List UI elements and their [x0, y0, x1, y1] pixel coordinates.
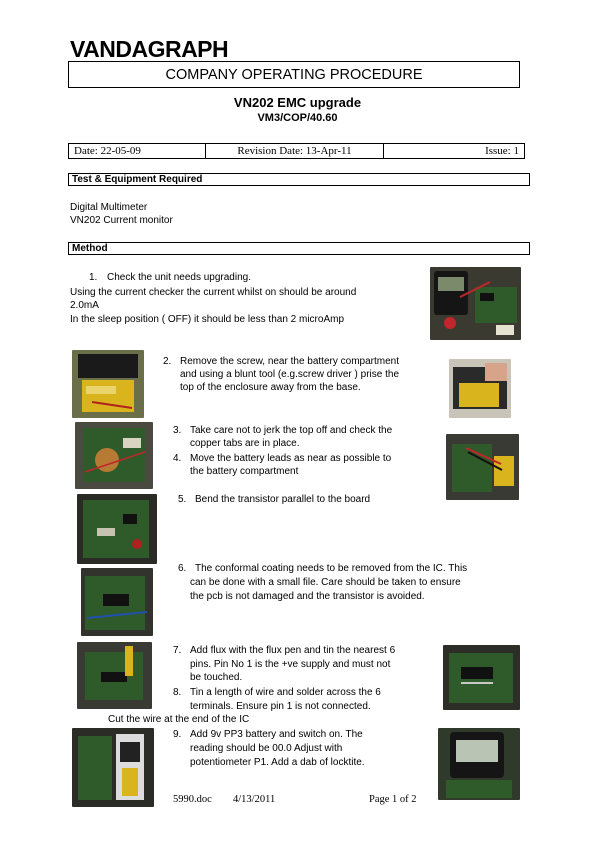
step-number: 3.	[173, 425, 182, 436]
revision-date-cell: Revision Date: 13-Apr-11	[206, 144, 384, 158]
step-9-line: potentiometer P1. Add a dab of locktite.	[190, 757, 365, 768]
step-1-text: Check the unit needs upgrading.	[107, 272, 251, 283]
step-1-line: 2.0mA	[70, 300, 99, 311]
photo-display-reading	[438, 728, 520, 800]
equipment-item: VN202 Current monitor	[70, 215, 173, 226]
step-number: 1.	[89, 272, 98, 283]
footer-date: 4/13/2011	[233, 794, 276, 805]
step-3-line: Take care not to jerk the top off and check the	[190, 425, 393, 436]
photo-pp3-battery	[72, 728, 154, 807]
document-code: VM3/COP/40.60	[257, 112, 338, 124]
step-8-line: terminals. Ensure pin 1 is not connected.	[190, 701, 371, 712]
footer-filename: 5990.doc	[173, 794, 212, 805]
date-cell: Date: 22-05-09	[69, 144, 206, 158]
step-number: 7.	[173, 645, 182, 656]
step-number: 5.	[178, 494, 187, 505]
step-number: 9.	[173, 729, 182, 740]
document-type: COMPANY OPERATING PROCEDURE	[165, 66, 423, 83]
step-9-line: Add 9v PP3 battery and switch on. The	[190, 729, 363, 740]
photo-current-checker	[430, 267, 521, 340]
equipment-heading: Test & Equipment Required	[68, 173, 530, 186]
step-number: 4.	[173, 453, 182, 464]
step-number: 8.	[173, 687, 182, 698]
photo-conformal-coating	[81, 568, 153, 636]
step-4-line: the battery compartment	[190, 466, 299, 477]
document-type-box	[68, 61, 520, 88]
revision-info-row	[68, 143, 525, 159]
step-2-line: top of the enclosure away from the base.	[180, 382, 361, 393]
photo-remove-screw	[72, 350, 144, 418]
step-6-line: The conformal coating needs to be removed from the IC. This	[195, 563, 468, 574]
step-6-line: the pcb is not damaged and the transistor is avoided.	[190, 591, 425, 602]
photo-battery-leads	[446, 434, 519, 500]
step-4-line: Move the battery leads as near as possible to	[190, 453, 392, 464]
photo-copper-tabs	[75, 422, 153, 489]
method-heading: Method	[68, 242, 530, 255]
issue-cell: Issue: 1	[485, 145, 519, 157]
equipment-item: Digital Multimeter	[70, 202, 148, 213]
step-6-line: can be done with a small file. Care should be taken to ensure	[190, 577, 461, 588]
photo-tinned-wire	[443, 645, 520, 710]
step-7-line: pins. Pin No 1 is the +ve supply and must not	[190, 659, 391, 670]
footer-page-number: Page 1 of 2	[369, 794, 417, 805]
photo-transistor	[77, 494, 157, 564]
photo-flux-pen	[77, 642, 152, 709]
step-5-line: Bend the transistor parallel to the board	[195, 494, 371, 505]
document-title: VN202 EMC upgrade	[233, 95, 362, 110]
company-logo: VANDAGRAPH	[70, 36, 229, 62]
step-number: 2.	[163, 356, 172, 367]
step-2-line: Remove the screw, near the battery compartment	[180, 356, 399, 367]
step-2-line: and using a blunt tool (e.g.screw driver ) prise the	[180, 369, 399, 380]
step-number: 6.	[178, 563, 187, 574]
step-8-line: Tin a length of wire and solder across the 6	[190, 687, 381, 698]
step-1-line: In the sleep position ( OFF) it should be less than 2 microAmp	[70, 314, 345, 325]
step-7-line: Add flux with the flux pen and tin the nearest 6	[190, 645, 396, 656]
step-9-line: reading should be 00.0 Adjust with	[190, 743, 343, 754]
step-7-line: be touched.	[190, 672, 243, 683]
step-1-line: Using the current checker the current whilst on should be around	[70, 287, 357, 298]
step-8-line: Cut the wire at the end of the IC	[108, 714, 250, 725]
photo-prise-top	[449, 359, 511, 418]
step-3-line: copper tabs are in place.	[190, 438, 300, 449]
